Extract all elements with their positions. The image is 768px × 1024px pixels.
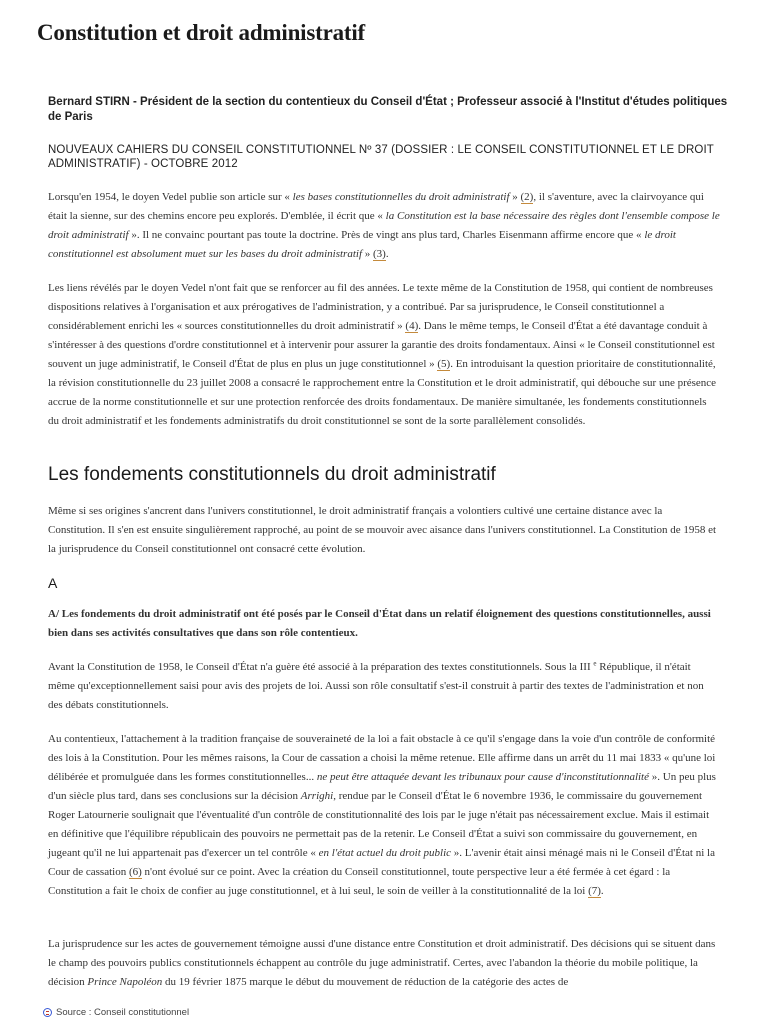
footnote-link-6[interactable]: (6) [128, 866, 142, 878]
footnote-link-5[interactable]: (5) [437, 358, 451, 370]
section-paragraph-2: Avant la Constitution de 1958, le Conseil d'État n'a guère été associé à la préparation des textes constitutionnels. Sous la III $^e$ République, il n'était même qu'exceptionnellement saisi pour avis des projets de loi. Aussi son rôle consultatif s'est-il construit à partir des textes de l'administration et non des débats constitutionnels. [48, 659, 704, 711]
conseil-constitutionnel-logo-icon [43, 1008, 52, 1017]
intro-paragraph-1: Lorsqu'en 1954, le doyen Vedel publie son article sur « les bases constitutionnelles du droit administratif » (2), il s'aventure, avec la clairvoyance qui était la sienne, sur des chemins encore peu explorés. D'emblée, il écrit que « la Constitution est la base nécessaire des règles dont l'ensemble compose le droit administratif ». Il ne convainc pourtant pas toute la doctrine. Près de vingt ans plus tard, Charles Eisenmann affirme encore que « le droit constitutionnel est absolument muet sur les bases du droit administratif » (3). [48, 191, 720, 260]
footnote-link-2[interactable]: (2) [520, 191, 534, 203]
intro-paragraph-2: Les liens révélés par le doyen Vedel n'ont fait que se renforcer au fil des années. Le texte même de la Constitution de 1958, qui contient de nombreuses dispositions relatives à l'organisation et aux prérogatives de l'administration, y a contribué. Par sa jurisprudence, le Conseil constitutionnel a considérablement enrichi les « sources constitutionnelles du droit administratif » (4). Dans le même temps, le Conseil d'État a été davantage conduit à s'intéresser à des questions d'ordre constitutionnel et à intervenir pour assurer la garantie des droits fondamentaux. Ainsi « le Conseil constitutionnel est souvent un juge administratif, le Conseil d'État de plus en plus un juge constitutionnel » (5). En introduisant la question prioritaire de constitutionnalité, la révision constitutionnelle du 23 juillet 2008 a consacré le rapprochement entre la Constitution et le droit administratif, qui débouche sur une présence accrue de la norme constitutionnelle et sur une protection renforcée des droits fondamentaux. De manière simultanée, les fondements constitutionnels du droit administratif et les fondements administratifs du droit constitutionnel se sont de la sorte parallèlement consolidés. [48, 282, 717, 427]
subsection-letter: A [48, 575, 58, 591]
section-heading: Les fondements constitutionnels du droit administratif [48, 464, 496, 485]
source-label[interactable]: Source : Conseil constitutionnel [56, 1007, 190, 1018]
footnote-link-4[interactable]: (4) [405, 320, 419, 332]
footnote-link-3[interactable]: (3) [373, 248, 386, 260]
publication-reference: NOUVEAUX CAHIERS DU CONSEIL CONSTITUTIONNEL Nº 37 (DOSSIER : LE CONSEIL CONSTITUTIONNEL ET LE DROIT ADMINISTRATIF) - OCTOBRE 2012 [48, 144, 714, 170]
section-paragraph-1: Même si ses origines s'ancrent dans l'univers constitutionnel, le droit administratif français a volontiers cultivé une certaine distance avec la Constitution. Il s'en est ensuite singulièrement rapproché, au point de se mouvoir avec aisance dans l'univers constitutionnel. La Constitution de 1958 et la jurisprudence du Conseil constitutionnel ont consacré cette évolution. [48, 505, 717, 555]
footnote-link-7[interactable]: (7) [588, 885, 601, 897]
section-paragraph-4: La jurisprudence sur les actes de gouvernement témoigne aussi d'une distance entre Constitution et droit administratif. Des décisions qui se situent dans le champ des pouvoirs publics constitutionnels échappent au contrôle du juge administratif. Certes, avec l'abandon la théorie du mobile politique, la décision Prince Napoléon du 19 février 1875 marque le début du mouvement de réduction de la catégorie des actes de [48, 938, 716, 988]
page-title: Constitution et droit administratif [37, 20, 365, 45]
author-line: Bernard STIRN - Président de la section du contentieux du Conseil d'État ; Professeur associé à l'Institut d'études politiques de Paris [48, 96, 728, 123]
subsection-title: A/ Les fondements du droit administratif ont été posés par le Conseil d'État dans un relatif éloignement des questions constitutionnelles, aussi bien dans ses activités consultatives que dans son rôle contentieux. [48, 608, 711, 639]
source-footer[interactable] [43, 1007, 189, 1018]
section-paragraph-3: Au contentieux, l'attachement à la tradition française de souveraineté de la loi a fait obstacle à ce qu'il s'engage dans la voie d'un contrôle de conformité des lois à la Constitution. Pour les mêmes raisons, la Cour de cassation a choisi la même retenue. Elle affirme dans un arrêt du 11 mai 1833 « qu'une loi délibérée et promulguée dans les formes constitutionnelles... ne peut être attaquée devant les tribunaux pour cause d'inconstitutionnalité ». Un peu plus d'un siècle plus tard, dans ses conclusions sur la décision Arrighi, rendue par le Conseil d'État le 6 novembre 1936, le commissaire du gouvernement Roger Latournerie soulignait que l'éventualité d'un contrôle de constitutionnalité des lois par le juge n'était pas nécessairement exclue. Mais il estimait en définitive que l'équilibre républicain des pouvoirs ne permettait pas de la retenir. Le Conseil d'État a suivi son commissaire du gouvernement, en jugeant qu'il ne lui appartenait pas d'exercer un tel contrôle « en l'état actuel du droit public ». L'avenir était ainsi ménagé mais ni le Conseil d'État ni la Cour de cassation (6) n'ont évolué sur ce point. Avec la création du Conseil constitutionnel, toute perspective leur a été fermée à cet égard : la Constitution a fait le choix de confier au juge constitutionnel, et à lui seul, le soin de veiller à la constitutionnalité de la loi (7). [48, 733, 716, 897]
